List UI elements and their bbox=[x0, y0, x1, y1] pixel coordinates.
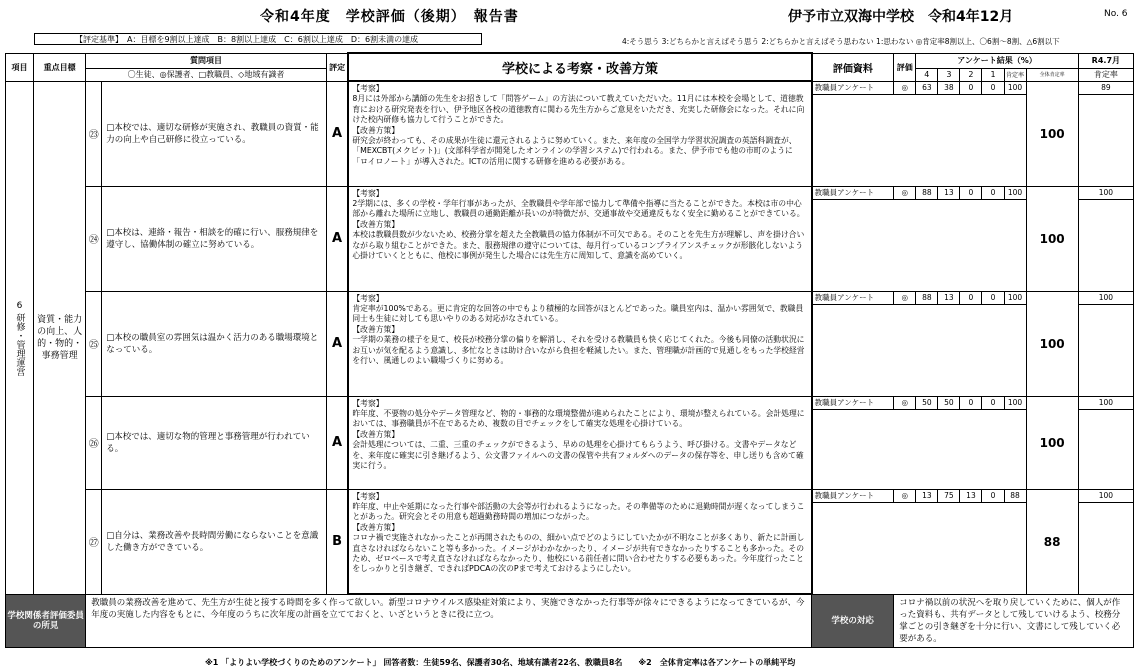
question-item: □本校では、適切な物的管理と事務管理が行われている。 bbox=[102, 396, 327, 489]
col-question-sub: 〇生徒、◎保護者、□教職員、◇地域有識者 bbox=[86, 68, 327, 81]
r47-rate: 89 bbox=[1078, 81, 1133, 94]
row-number: ㉔ bbox=[86, 186, 102, 291]
survey-blank bbox=[812, 94, 1026, 186]
observation-cell bbox=[348, 489, 811, 594]
col-survey: アンケート結果（%） bbox=[916, 53, 1078, 68]
obs-label-consider: 【考察】 bbox=[352, 84, 384, 93]
observation-cell bbox=[348, 81, 811, 186]
r47-blank bbox=[1078, 94, 1133, 186]
obs-text-improve: 本校は教職員数が少ないため、校務分掌を超えた全教職員の協力体制が不可欠である。そのことを先生方が理解し、声を掛け合いながら取り組むことができた。また、服務規律の遵守については、毎月行っているコンプライアンスチェックが形骸化しないよう心掛けていくとともに、他校に事例が発生した場合には先生方に周知して、意識を高めていく。 bbox=[352, 230, 805, 260]
observation-cell bbox=[348, 396, 811, 489]
survey-4: 63 bbox=[916, 81, 938, 94]
observation-cell bbox=[348, 291, 811, 396]
grade-cell: A bbox=[326, 291, 348, 396]
survey-3: 38 bbox=[938, 81, 960, 94]
school-name: 伊予市立双海中学校 bbox=[788, 9, 914, 25]
survey-3: 50 bbox=[938, 396, 960, 409]
obs-label-improve: 【改善方策】 bbox=[352, 522, 400, 532]
page-number: No. 6 bbox=[1104, 9, 1128, 19]
report-date: 令和4年12月 bbox=[928, 9, 1014, 25]
obs-text-consider: 昨年度、中止や延期になった行事や部活動の大会等が行われるようになった。その準備等のために退勤時間が遅くなってしまうことがあった。研究会とその用意も超過勤務時間の増加につながった。 bbox=[352, 501, 805, 522]
r47-rate: 100 bbox=[1078, 396, 1133, 409]
survey-2: 0 bbox=[960, 291, 982, 304]
eval-source: 教職員アンケート bbox=[812, 186, 894, 199]
obs-label-consider: 【考察】 bbox=[352, 398, 384, 408]
col-total-rate: 全体肯定率 bbox=[1026, 68, 1078, 81]
col-eval-source: 評価資料 bbox=[812, 53, 894, 81]
criteria-box: 【評定基準】 A：目標を9割以上達成 B：8割以上達成 C：6割以上達成 D：6割未満の達成 bbox=[34, 33, 482, 45]
eval-source: 教職員アンケート bbox=[812, 396, 894, 409]
eval-mark: ◎ bbox=[894, 396, 916, 409]
total-rate: 100 bbox=[1026, 396, 1078, 489]
obs-text-improve: 会計処理については、二重、三重のチェックができるよう、早めの処理を心掛けてもらうよう、呼び掛ける。文書やデータなどを、来年度に確実に引き継げるよう、公文書ファイルへの文書の保管や共有フォルダへのデータの保存等を、申し送りも含めて確実に行う。 bbox=[352, 440, 804, 470]
survey-1: 0 bbox=[982, 396, 1004, 409]
survey-2: 0 bbox=[960, 81, 982, 94]
r47-blank bbox=[1078, 409, 1133, 489]
survey-blank bbox=[812, 199, 1026, 291]
col-goal: 重点目標 bbox=[34, 53, 86, 81]
school-and-date bbox=[788, 6, 1013, 26]
question-item: □本校の職員室の雰囲気は温かく活力のある職場環境となっている。 bbox=[102, 291, 327, 396]
obs-text-consider: 肯定率が100%である。更に肯定的な回答の中でもより積極的な回答がほとんどであった。職員室内は、温かい雰囲気で、教職員同士も生徒に対しても思いやりのある対応がなされている。 bbox=[352, 303, 804, 324]
survey-blank bbox=[812, 409, 1026, 489]
category-name: 研修・管理運営 bbox=[14, 312, 25, 376]
row-number: ㉗ bbox=[86, 489, 102, 594]
r47-blank bbox=[1078, 199, 1133, 291]
affirm-rate: 100 bbox=[1004, 291, 1026, 304]
category-cell bbox=[6, 81, 34, 594]
obs-text-improve: 一学期の業務の様子を見て、校長が校務分掌の偏りを解消し、それを受ける教職員も快く応じてくれた。今後も同僚の活動状況にお互いが気を配るよう意識し、多忙なときは助け合いながら負担を軽減したい。また、管理職が計画的で見通しをもった学校経営を行い、風通しのよい職場づくりに努める。 bbox=[352, 335, 805, 365]
survey-4: 13 bbox=[916, 489, 938, 502]
obs-label-improve: 【改善方策】 bbox=[352, 219, 400, 229]
eval-source: 教職員アンケート bbox=[812, 489, 894, 502]
committee-text: 教職員の業務改善を進めて、先生方が生徒と接する時間を多く作って欲しい。新型コロナウイルス感染症対策により、実施できなかった行事等が徐々にできるようになってきているが、今年度の実施した内容をもとに、今年度のうちに次年度の計画を立てておくと、いざというときに役に立つ。 bbox=[86, 594, 812, 647]
grade-cell: B bbox=[326, 489, 348, 594]
col-r47: R4.7月 bbox=[1078, 53, 1133, 68]
r47-rate: 100 bbox=[1078, 489, 1133, 502]
survey-2: 0 bbox=[960, 186, 982, 199]
survey-1: 0 bbox=[982, 489, 1004, 502]
col-r47-sub: 肯定率 bbox=[1078, 68, 1133, 81]
eval-mark: ◎ bbox=[894, 489, 916, 502]
survey-2: 0 bbox=[960, 396, 982, 409]
observation-cell bbox=[348, 186, 811, 291]
response-text: コロナ禍以前の状況へを取り戻していくために、個人が作った資料も、共有データとして残していけるよう、校務分掌ごとの引き継ぎを十分に行い、文書にして残していく必要がある。 bbox=[894, 594, 1134, 647]
eval-mark: ◎ bbox=[894, 186, 916, 199]
survey-blank bbox=[812, 502, 1026, 594]
obs-label-consider: 【考察】 bbox=[352, 188, 384, 198]
grade-cell: A bbox=[326, 81, 348, 186]
obs-text-improve: コロナ禍で実施されなかったことが再開されたものの、細かい点でどのようにしていたかが不明なことが多くあり、新たに計画し直さなければならないこと等も多かった。イメージがわかなかったり、イメージが共有できなかったりすることも多かった。そのため、ゼロベースで考え直さなければならなかったり、他校にいる前任者に問い合わせたりする必要もあった。今年度行ったことをしっかりと引き継ぎ、できればPDCAの次のPまで考えておけるようにしたい。 bbox=[352, 533, 805, 574]
survey-blank bbox=[812, 304, 1026, 396]
col-c1: 1 bbox=[982, 68, 1004, 81]
survey-4: 50 bbox=[916, 396, 938, 409]
footnote: ※1 「よりよい学校づくりのためのアンケート」 回答者数：生徒59名、保護者30名、地域有識者22名、教職員8名 ※2 全体肯定率は各アンケートの単純平均 bbox=[205, 658, 796, 667]
col-question: 質問項目 bbox=[86, 53, 327, 68]
total-rate: 88 bbox=[1026, 489, 1078, 594]
report-title: 令和4年度 学校評価（後期） 報告書 bbox=[260, 9, 519, 25]
col-observation: 学校による考察・改善方策 bbox=[348, 53, 811, 81]
row-number: ㉕ bbox=[86, 291, 102, 396]
affirm-rate: 100 bbox=[1004, 396, 1026, 409]
grade-cell: A bbox=[326, 396, 348, 489]
grade-cell: A bbox=[326, 186, 348, 291]
obs-label-improve: 【改善方策】 bbox=[352, 324, 400, 334]
question-item: □自分は、業務改善や長時間労働にならないことを意識した働き方ができている。 bbox=[102, 489, 327, 594]
col-affirm-rate: 肯定率 bbox=[1004, 68, 1026, 81]
col-item: 項目 bbox=[6, 53, 34, 81]
eval-mark: ◎ bbox=[894, 291, 916, 304]
r47-blank bbox=[1078, 304, 1133, 396]
question-item: □本校では、適切な研修が実施され、教職員の資質・能力の向上や自己研修に役立っている。 bbox=[102, 81, 327, 186]
committee-label: 学校関係者評価委員の所見 bbox=[6, 594, 86, 647]
survey-2: 13 bbox=[960, 489, 982, 502]
survey-4: 88 bbox=[916, 186, 938, 199]
question-item: □本校は、連絡・報告・相談を的確に行い、服務規律を遵守し、協働体制の確立に努めている。 bbox=[102, 186, 327, 291]
r47-rate: 100 bbox=[1078, 186, 1133, 199]
survey-1: 0 bbox=[982, 291, 1004, 304]
goal-cell: 資質・能力の向上、人的・物的・事務管理 bbox=[34, 81, 86, 594]
category-num: 6 bbox=[16, 300, 23, 311]
row-number: ㉖ bbox=[86, 396, 102, 489]
survey-3: 13 bbox=[938, 186, 960, 199]
r47-rate: 100 bbox=[1078, 291, 1133, 304]
obs-text-consider: 8月には外部から講師の先生をお招きして「問答ゲーム」の方法について教えていただいた。11月には本校を会場として、道徳教育における研究発表を行い、伊予地区各校の道徳教育に関わる先生方からご意見をいただき、充実した研修会になった。それに向けた校内研修も協力して行うことができた。 bbox=[352, 94, 805, 125]
obs-text-consider: 2学期には、多くの学校・学年行事があったが、全教職員や学年部で協力して準備や指導に当たることができた。本校は市の中心部から離れた場所に立地し、教職員の通勤距離が長いのが特徴だが、交通事故や交通違反もなく安全に勤めることができている。 bbox=[352, 198, 805, 219]
affirm-rate: 88 bbox=[1004, 489, 1026, 502]
r47-blank bbox=[1078, 502, 1133, 594]
total-rate: 100 bbox=[1026, 186, 1078, 291]
survey-1: 0 bbox=[982, 81, 1004, 94]
col-c3: 3 bbox=[938, 68, 960, 81]
survey-3: 75 bbox=[938, 489, 960, 502]
col-eval-mark: 評価 bbox=[894, 53, 916, 81]
survey-legend: 4:そう思う 3:どちらかと言えばそう思う 2:どちらかと言えばそう思わない 1:思わない ◎肯定率8割以上、〇6割～8割、△6割以下 bbox=[622, 37, 1060, 46]
row-number: ㉓ bbox=[86, 81, 102, 186]
col-c4: 4 bbox=[916, 68, 938, 81]
eval-source: 教職員アンケート bbox=[812, 81, 894, 94]
eval-mark: ◎ bbox=[894, 81, 916, 94]
obs-label-improve: 【改善方策】 bbox=[352, 125, 400, 135]
obs-label-improve: 【改善方策】 bbox=[352, 429, 400, 439]
obs-label-consider: 【考察】 bbox=[352, 491, 384, 501]
total-rate: 100 bbox=[1026, 81, 1078, 186]
evaluation-table bbox=[5, 52, 1134, 648]
obs-text-improve: 研究会が終わっても、その成果が生徒に還元されるように努めていく。また、来年度の全国学力学習状況調査の英語科調査が、「MEXCBT(メクビット)」(文部科学省が開発したオンラインの学習システム)で行われる。また、伊予市でも他の市町のように「ロイロノート」が導入された。ICTの活用に関する研修を進める必要がある。 bbox=[352, 136, 797, 166]
col-c2: 2 bbox=[960, 68, 982, 81]
affirm-rate: 100 bbox=[1004, 81, 1026, 94]
eval-source: 教職員アンケート bbox=[812, 291, 894, 304]
total-rate: 100 bbox=[1026, 291, 1078, 396]
obs-label-consider: 【考察】 bbox=[352, 293, 384, 303]
col-grade: 評定 bbox=[326, 53, 348, 81]
survey-4: 88 bbox=[916, 291, 938, 304]
survey-1: 0 bbox=[982, 186, 1004, 199]
obs-text-consider: 昨年度、不要物の処分やデータ管理など、物的・事務的な環境整備が進められたことにより、環境が整えられている。会計処理においては、事務職員が不在であるため、複数の目でチェックをして確実な処理を心掛けている。 bbox=[352, 408, 805, 429]
response-label: 学校の対応 bbox=[812, 594, 894, 647]
affirm-rate: 100 bbox=[1004, 186, 1026, 199]
survey-3: 13 bbox=[938, 291, 960, 304]
